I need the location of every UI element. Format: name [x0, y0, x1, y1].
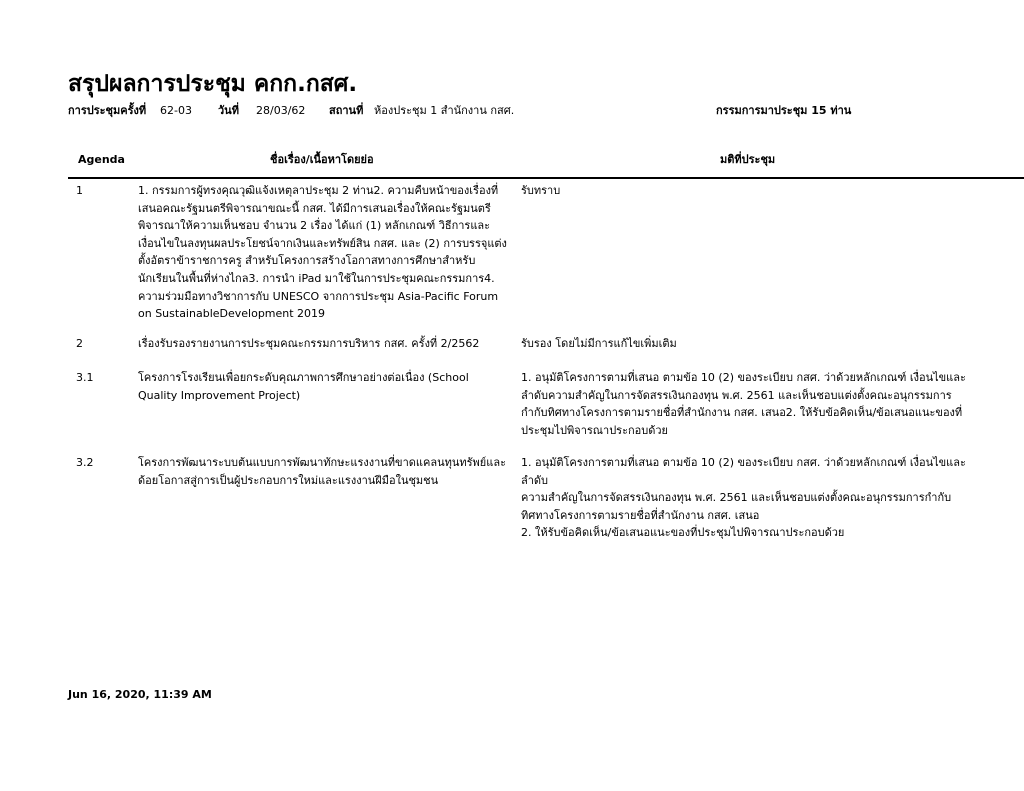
row-1-resolution: รับทราบ	[521, 184, 561, 197]
meeting-place-label: สถานที่	[329, 104, 364, 117]
column-header-topic: ชื่อเรื่อง/เนื้อหาโดยย่อ	[270, 153, 374, 166]
row-2-agenda: 2	[76, 337, 83, 350]
print-timestamp: Jun 16, 2020, 11:39 AM	[68, 688, 212, 701]
page-title: สรุปผลการประชุม คกก.กสศ.	[68, 71, 358, 97]
row-3-2-resolution-line: 1. อนุมัติโครงการตามที่เสนอ ตามข้อ 10 (2) ของระเบียบ กสศ. ว่าด้วยหลักเกณฑ์ เงื่อนไขและลำดับ	[521, 456, 966, 487]
row-3-2-resolution	[521, 454, 966, 542]
column-header-resolution: มติที่ประชุม	[720, 153, 776, 166]
row-2-resolution: รับรอง โดยไม่มีการแก้ไขเพิ่มเติม	[521, 337, 677, 350]
row-1-topic: 1. กรรมการผู้ทรงคุณวุฒิแจ้งเหตุลาประชุม 2 ท่าน2. ความคืบหน้าของเรื่องที่เสนอคณะรัฐมนตรีพิจารณาขณะนี้ กสศ. ได้มีการเสนอเรื่องให้คณะรัฐมนตรีพิจารณาให้ความเห็นชอบ จำนวน 2 เรื่อง ได้แก่ (1) หลักเกณฑ์ วิธีการและเงื่อนไขในลงทุนผลประโยชน์จากเงินและทรัพย์สิน กสศ. และ (2) การบรรจุแต่งตั้งอัตราข้าราชการครู สำหรับโครงการสร้างโอกาสทางการศึกษาสำหรับนักเรียนในพื้นที่ห่างไกล3. การนำ iPad มาใช้ในการประชุมคณะกรรมการ4. ความร่วมมือทางวิชาการกับ UNESCO จากการประชุม Asia-Pacific Forum on SustainableDevelopment 2019	[138, 184, 507, 321]
meeting-number-value: 62-03	[160, 104, 192, 117]
row-3-2-agenda: 3.2	[76, 456, 94, 469]
attendance-count: กรรมการมาประชุม 15 ท่าน	[716, 104, 852, 117]
meeting-date-label: วันที่	[218, 104, 239, 117]
row-3-2-topic: โครงการพัฒนาระบบต้นแบบการพัฒนาทักษะแรงงานที่ขาดแคลนทุนทรัพย์และด้อยโอกาสสู่การเป็นผู้ประกอบการใหม่และแรงงานฝีมือในชุมชน	[138, 456, 506, 487]
column-header-agenda: Agenda	[78, 153, 125, 166]
header-divider	[68, 177, 1024, 179]
row-3-1-topic: โครงการโรงเรียนเพื่อยกระดับคุณภาพการศึกษาอย่างต่อเนื่อง (School Quality Improvement Project)	[138, 371, 469, 402]
row-2-topic: เรื่องรับรองรายงานการประชุมคณะกรรมการบริหาร กสศ. ครั้งที่ 2/2562	[138, 337, 480, 350]
row-3-2-resolution-line: 2. ให้รับข้อคิดเห็น/ข้อเสนอแนะของที่ประชุมไปพิจารณาประกอบด้วย	[521, 526, 845, 540]
meeting-date-value: 28/03/62	[256, 104, 306, 117]
row-1-agenda: 1	[76, 184, 83, 197]
meeting-number-label: การประชุมครั้งที่	[68, 104, 147, 117]
meeting-place-value: ห้องประชุม 1 สำนักงาน กสศ.	[374, 104, 515, 117]
row-3-1-agenda: 3.1	[76, 371, 94, 384]
row-3-1-resolution: 1. อนุมัติโครงการตามที่เสนอ ตามข้อ 10 (2) ของระเบียบ กสศ. ว่าด้วยหลักเกณฑ์ เงื่อนไขและลำดับความสำคัญในการจัดสรรเงินกองทุน พ.ศ. 2561 และเห็นชอบแต่งตั้งคณะอนุกรรมการกำกับทิศทางโครงการตามรายชื่อที่สำนักงาน กสศ. เสนอ2. ให้รับข้อคิดเห็น/ข้อเสนอแนะของที่ประชุมไปพิจารณาประกอบด้วย	[521, 371, 966, 437]
row-3-2-resolution-line: ความสำคัญในการจัดสรรเงินกองทุน พ.ศ. 2561 และเห็นชอบแต่งตั้งคณะอนุกรรมการกำกับทิศทางโครงการตามรายชื่อที่สำนักงาน กสศ. เสนอ	[521, 491, 952, 522]
